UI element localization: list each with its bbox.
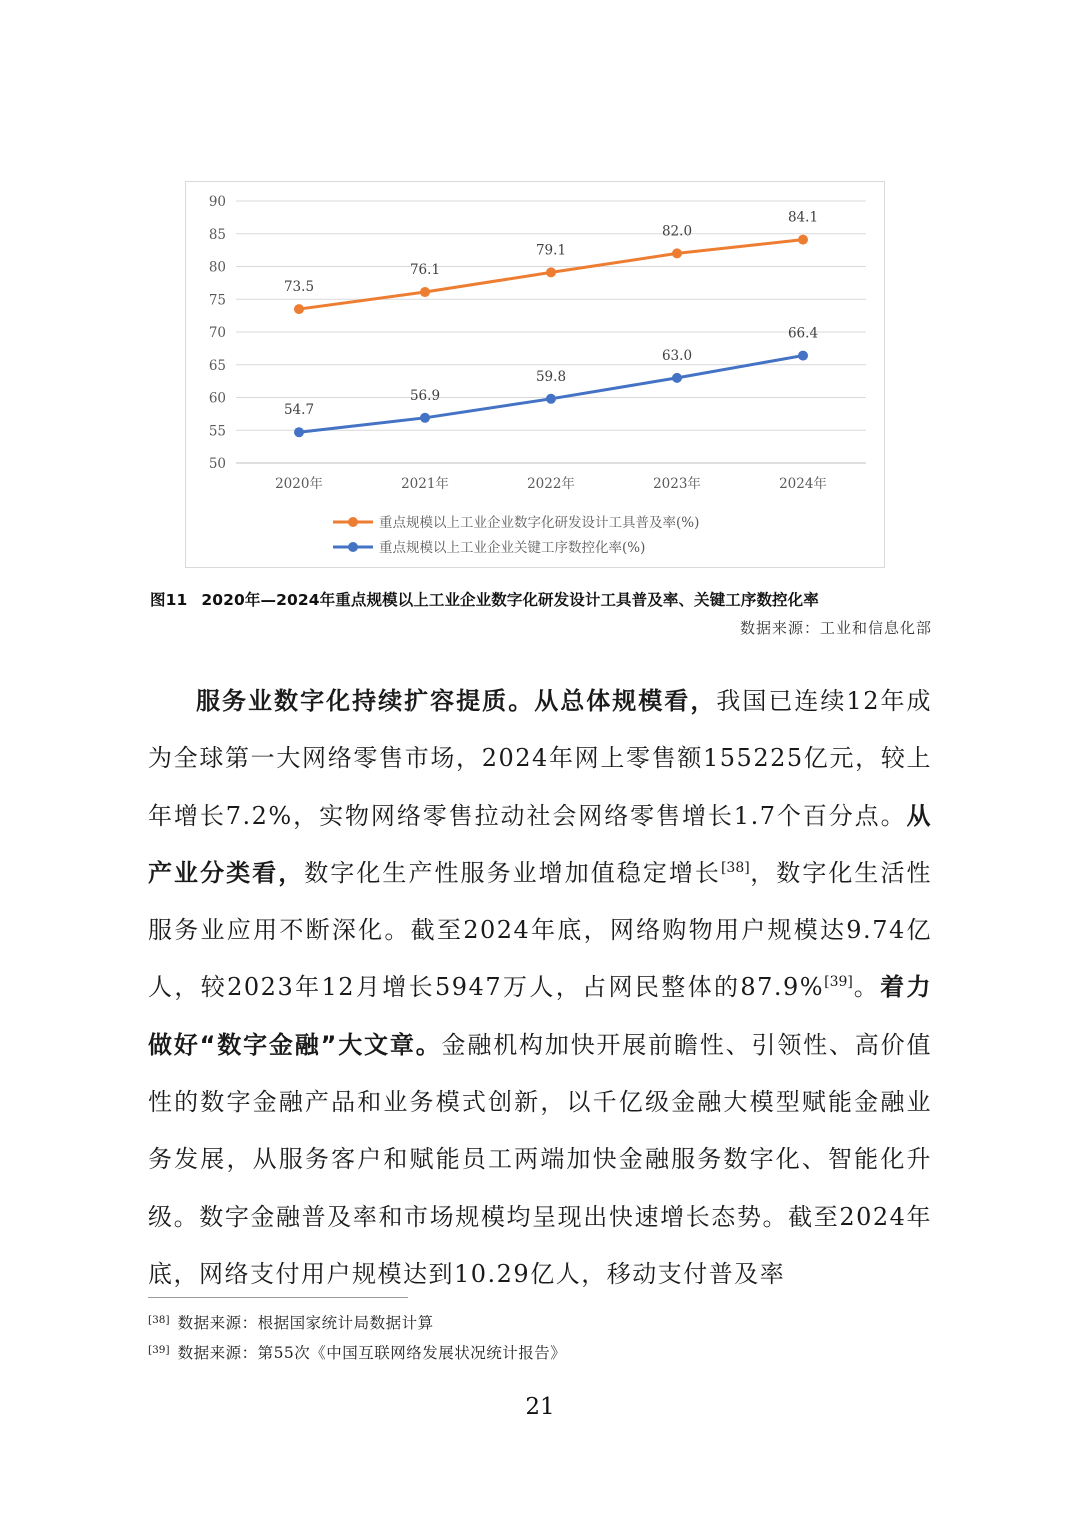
- footnote-text: 数据来源：根据国家统计局数据计算: [177, 1314, 434, 1332]
- footnote-ref-39[interactable]: [39]: [824, 974, 853, 991]
- figure-caption-text: 2020年—2024年重点规模以上工业企业数字化研发设计工具普及率、关键工序数控化率: [201, 591, 819, 609]
- data-point: [546, 394, 556, 404]
- page-number: 21: [525, 1394, 555, 1420]
- data-point: [294, 304, 304, 314]
- y-tick-label: 55: [208, 423, 226, 440]
- figure-caption: [150, 588, 940, 610]
- footnote-mark: [38]: [148, 1314, 170, 1326]
- y-tick-label: 75: [208, 292, 226, 309]
- data-label: 76.1: [409, 262, 441, 279]
- text-period: 。: [852, 973, 881, 1002]
- data-label: 54.7: [283, 402, 315, 419]
- y-tick-label: 70: [208, 325, 226, 341]
- footnote-mark: [39]: [148, 1344, 170, 1356]
- x-tick-label: 2024年: [779, 476, 827, 492]
- legend-marker-0: [348, 517, 358, 527]
- body-paragraph: [148, 673, 932, 1303]
- x-tick-label: 2022年: [527, 476, 575, 492]
- text-industry: 数字化生产性服务业增加值稳定增长: [304, 858, 721, 887]
- data-label: 63.0: [661, 347, 693, 364]
- data-label: 84.1: [787, 209, 819, 226]
- x-tick-label: 2020年: [275, 476, 323, 492]
- figure-number: 图11: [150, 591, 188, 609]
- footnote-38: [148, 1307, 932, 1337]
- data-point: [294, 427, 304, 437]
- x-tick-label: 2023年: [653, 476, 701, 492]
- text-online-shopping: ，数字化生活性服务业应用不断深化。截至2024年底，网络购物用户规模达9.74亿人，较2023年12月增长5947万人，占网民整体的87.9%: [148, 858, 933, 1002]
- figure-source: 数据来源：工业和信息化部: [739, 619, 932, 637]
- chart-svg: [186, 182, 886, 569]
- y-tick-label: 80: [208, 259, 226, 276]
- text-services: 我国已连续12年成为全球第一大网络零售市场，2024年网上零售额155225亿元，较上年增长7.2%，实物网络零售拉动社会网络零售增长1.7个百分点。: [148, 687, 933, 830]
- legend-marker-1: [348, 542, 358, 552]
- data-point: [672, 373, 682, 383]
- y-tick-label: 50: [208, 456, 226, 472]
- y-tick-label: 60: [208, 390, 226, 407]
- footnote-divider: [148, 1297, 408, 1298]
- data-label: 59.8: [535, 368, 567, 385]
- data-point: [420, 287, 430, 297]
- line-chart: [185, 181, 885, 568]
- bold-heading-services: 服务业数字化持续扩容提质。从总体规模看，: [196, 687, 717, 715]
- data-point: [672, 248, 682, 258]
- data-label: 56.9: [409, 387, 441, 404]
- footnote-39: [148, 1337, 932, 1367]
- y-tick-label: 90: [208, 194, 226, 210]
- text-finance: 金融机构加快开展前瞻性、引领性、高价值性的数字金融产品和业务模式创新，以千亿级金融大模型赋能金融业务发展，从服务客户和赋能员工两端加快金融服务数字化、智能化升级。数字金融普及率和市场规模均呈现出快速增长态势。截至2024年底，网络支付用户规模达到10.29亿人，移动支付普及率: [148, 1030, 933, 1288]
- data-label: 82.0: [661, 223, 693, 240]
- data-point: [798, 235, 808, 245]
- data-point: [546, 267, 556, 277]
- data-label: 73.5: [283, 279, 315, 296]
- data-label: 66.4: [787, 325, 819, 342]
- x-tick-label: 2021年: [401, 476, 449, 492]
- bold-heading-industry: 从产业分类看，: [148, 801, 932, 887]
- footnote-ref-38[interactable]: [38]: [720, 859, 750, 876]
- legend-label-1: 重点规模以上工业企业关键工序数控化率(%): [379, 540, 646, 556]
- bold-heading-finance: 着力做好“数字金融”大文章。: [148, 973, 933, 1059]
- footnotes: [148, 1307, 932, 1367]
- footnote-text: 数据来源：第55次《中国互联网络发展状况统计报告》: [177, 1344, 567, 1362]
- data-point: [798, 351, 808, 361]
- y-tick-label: 85: [208, 226, 226, 243]
- y-tick-label: 65: [208, 357, 226, 374]
- data-label: 79.1: [535, 242, 567, 259]
- legend-label-0: 重点规模以上工业企业数字化研发设计工具普及率(%): [379, 515, 700, 531]
- data-point: [420, 413, 430, 423]
